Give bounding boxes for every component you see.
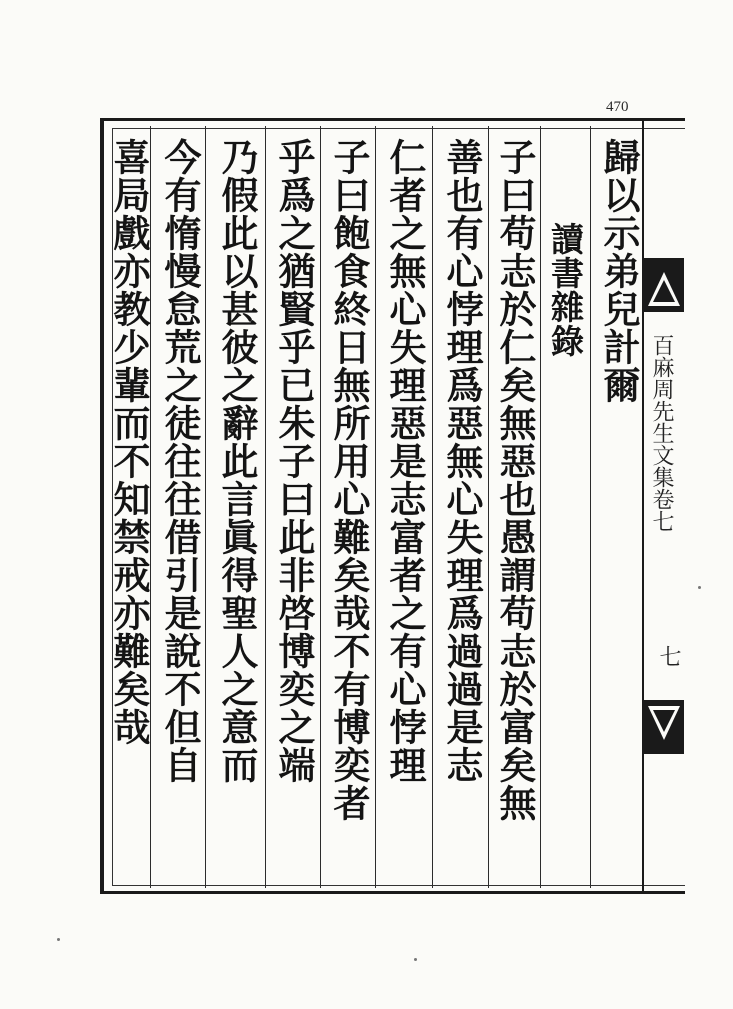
column-rule [205,126,206,888]
column-rule [540,126,541,888]
text-column-3: 子曰苟志於仁矣無惡也愚謂苟志於富矣無 [493,138,537,822]
column-rule [265,126,266,888]
text-column-5: 仁者之無心失理惡是志富者之有心悖理 [383,138,427,784]
running-title: 百麻周先生文集卷七 [649,334,674,532]
column-rule [320,126,321,888]
column-rule [432,126,433,888]
text-column-1: 歸以示弟兒計爾 [597,138,641,404]
lower-fish-tail-ornament [644,700,684,754]
text-column-10: 喜局戲亦教少輩而不知禁戒亦難矣哉 [107,138,151,746]
text-column-4: 善也有心悖理爲惡無心失理爲過過是志 [440,138,484,784]
scan-speck [698,586,701,589]
text-column-6: 子曰飽食終日無所用心難矣哉不有博奕者 [327,138,371,822]
page-number: 470 [606,99,629,115]
text-column-9: 今有惰慢怠荒之徒往往借引是說不但自 [158,138,202,784]
column-rule [488,126,489,888]
column-rule [590,126,591,888]
column-rule [375,126,376,888]
text-column-7: 乎爲之猶賢乎已朱子曰此非啓博奕之端 [272,138,316,784]
text-column-8: 乃假此以甚彼之辭此言眞得聖人之意而 [215,138,259,784]
section-heading: 讀書雜錄 [546,222,585,358]
scan-speck [414,958,417,961]
scan-speck [57,938,60,941]
upper-fish-tail-ornament [644,258,684,312]
leaf-number: 七 [656,645,681,667]
